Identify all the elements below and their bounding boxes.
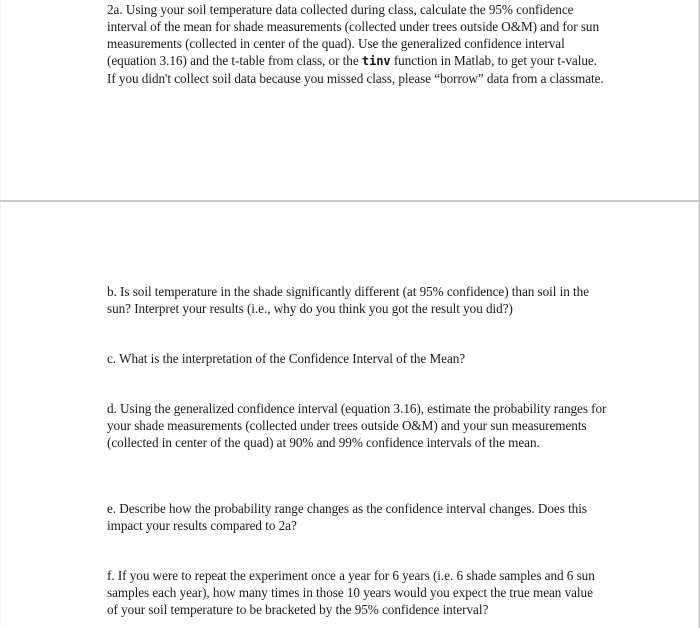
question-2a [107, 1, 607, 87]
page-break-divider [0, 200, 700, 202]
question-d: d. Using the generalized confidence interval (equation 3.16), estimate the probability ranges for your shade measurements (collected under trees outside O&M) and your sun measurements (collected in center of the quad) at 90% and 99% confidence intervals of the mean. [107, 401, 607, 450]
question-2a-text-part1: 2a. Using your soil temperature data collected during class, calculate the 95% confidence interval of the mean for shade measurements (collected under trees outside O&M) and for sun measurements (collected in center of the quad). Use the generalized confidence interval (equation 3.16) and the t-table from class, or the [107, 2, 600, 68]
question-c: c. What is the interpretation of the Confidence Interval of the Mean? [107, 351, 466, 366]
question-f: f. If you were to repeat the experiment once a year for 6 years (i.e. 6 shade samples and 6 sun samples each year), how many times in those 10 years would you expect the true mean value of your soil temperature to be bracketed by the 95% confidence interval? [107, 568, 595, 617]
question-b: b. Is soil temperature in the shade significantly different (at 95% confidence) than soil in the sun? Interpret your results (i.e., why do you think you got the result you did?) [107, 284, 590, 316]
tinv-code: tinv [361, 54, 391, 68]
question-2a-text-part2: function in Matlab, to get your t-value. If you didn't collect soil data because you missed class, please “borrow” data from a classmate. [107, 53, 604, 86]
question-e: e. Describe how the probability range changes as the confidence interval changes. Does this impact your results compared to 2a? [107, 501, 587, 533]
page-left-edge [0, 0, 1, 628]
